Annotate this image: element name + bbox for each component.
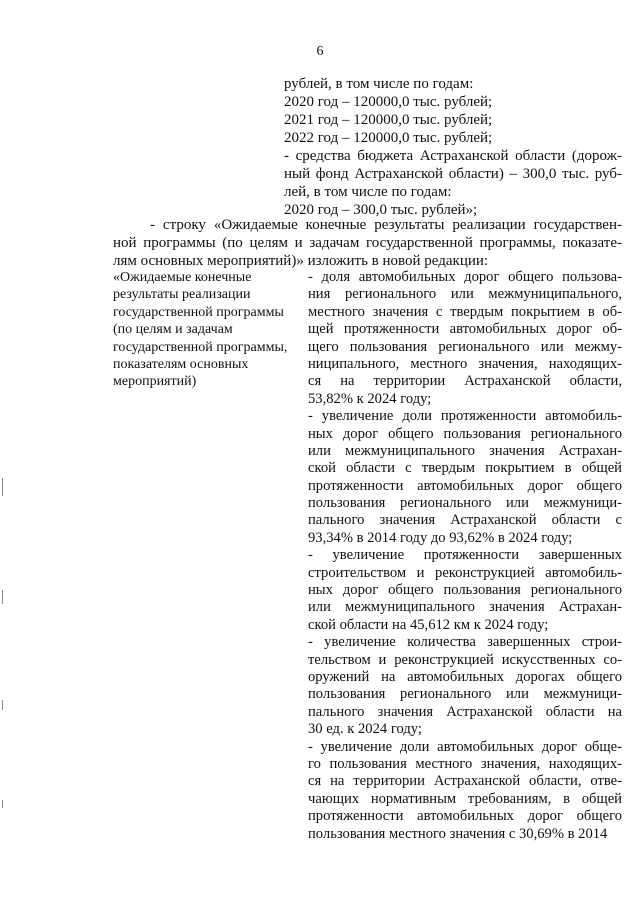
- instruction-line: ной программы (по целям и задачам государственной программы, показате-: [113, 235, 622, 251]
- right-cell-line: ниципального, местного значения, находящих-: [308, 355, 622, 372]
- right-cell-line: пользования регионального или межмуници-: [308, 686, 622, 703]
- right-cell-line: тельством и реконструкцией искусственных со-: [308, 651, 622, 668]
- intro-line: рублей, в том числе по годам:: [284, 76, 474, 92]
- intro-line: 2020 год – 300,0 тыс. рублей»;: [284, 202, 478, 218]
- right-cell-line: пального значения Астраханской области на: [308, 703, 622, 720]
- right-cell-line: 93,34% в 2014 году до 93,62% в 2024 году;: [308, 529, 573, 546]
- right-cell-line: ных дорог общего пользования регионального: [308, 582, 622, 599]
- intro-line: 2022 год – 120000,0 тыс. рублей;: [284, 130, 493, 146]
- right-cell-line: - увеличение количества завершенных строи-: [308, 634, 622, 651]
- right-cell-line: чающих нормативным требованиям, в общей: [308, 790, 622, 807]
- intro-line: 2021 год – 120000,0 тыс. рублей;: [284, 112, 493, 128]
- instruction-line: - строку «Ожидаемые конечные результаты реализации государствен-: [150, 217, 622, 233]
- scan-margin-mark: [2, 800, 3, 808]
- right-cell-line: пользования регионального или межмуници-: [308, 495, 622, 512]
- right-cell-line: 53,82% к 2024 году;: [308, 390, 432, 407]
- right-cell-line: - увеличение доли протяженности автомобиль-: [308, 408, 622, 425]
- scan-margin-mark: [2, 700, 3, 710]
- right-cell-line: ния регионального или межмуниципального,: [308, 286, 622, 303]
- right-cell-line: строительством и реконструкцией автомобиль-: [308, 564, 622, 581]
- right-cell-line: - увеличение доли автомобильных дорог обще-: [308, 738, 622, 755]
- right-cell-line: пального значения Астраханской области с: [308, 512, 622, 529]
- right-cell-line: или межмуниципального значения Астрахан-: [308, 599, 622, 616]
- scan-margin-mark: [2, 590, 3, 604]
- right-cell-line: или межмуниципального значения Астрахан-: [308, 442, 622, 459]
- right-cell-line: ся на территории Астраханской области,: [308, 373, 622, 390]
- right-cell-line: ской области с твердым покрытием в общей: [308, 460, 622, 477]
- instruction-line: лям основных мероприятий)» изложить в новой редакции:: [113, 253, 489, 269]
- right-cell-line: щего пользования регионального или межму-: [308, 338, 622, 355]
- table-right-cell: [308, 269, 622, 843]
- right-cell-line: местного значения с твердым покрытием в об-: [308, 303, 622, 320]
- intro-line: ный фонд Астраханской области) – 300,0 тыс. руб-: [284, 166, 622, 182]
- right-cell-line: ской области на 45,612 км к 2024 году;: [308, 616, 549, 633]
- intro-line: 2020 год – 120000,0 тыс. рублей;: [284, 94, 493, 110]
- page-number: 6: [316, 44, 324, 59]
- right-cell-line: 30 ед. к 2024 году;: [308, 721, 422, 738]
- table-left-cell: «Ожидаемые конечные результаты реализации государственной программы (по целям и задачам государственной программы, показателям основных мероприятий): [113, 270, 288, 390]
- right-cell-line: протяженности автомобильных дорог общего: [308, 477, 622, 494]
- right-cell-line: го пользования местного значения, находящих-: [308, 755, 622, 772]
- intro-line: лей, в том числе по годам:: [284, 184, 452, 200]
- right-cell-line: ся на территории Астраханской области, отве-: [308, 773, 622, 790]
- right-cell-line: оружений на автомобильных дорогах общего: [308, 668, 622, 685]
- right-cell-line: - увеличение протяженности завершенных: [308, 547, 622, 564]
- right-cell-line: пользования местного значения с 30,69% в 2014: [308, 825, 608, 842]
- scan-margin-mark: [2, 478, 3, 496]
- right-cell-line: - доля автомобильных дорог общего пользова-: [308, 269, 622, 285]
- intro-line: - средства бюджета Астраханской области (дорож-: [284, 148, 622, 164]
- right-cell-line: щей протяженности автомобильных дорог об-: [308, 321, 622, 338]
- right-cell-line: ных дорог общего пользования регионального: [308, 425, 622, 442]
- right-cell-line: протяженности автомобильных дорог общего: [308, 808, 622, 825]
